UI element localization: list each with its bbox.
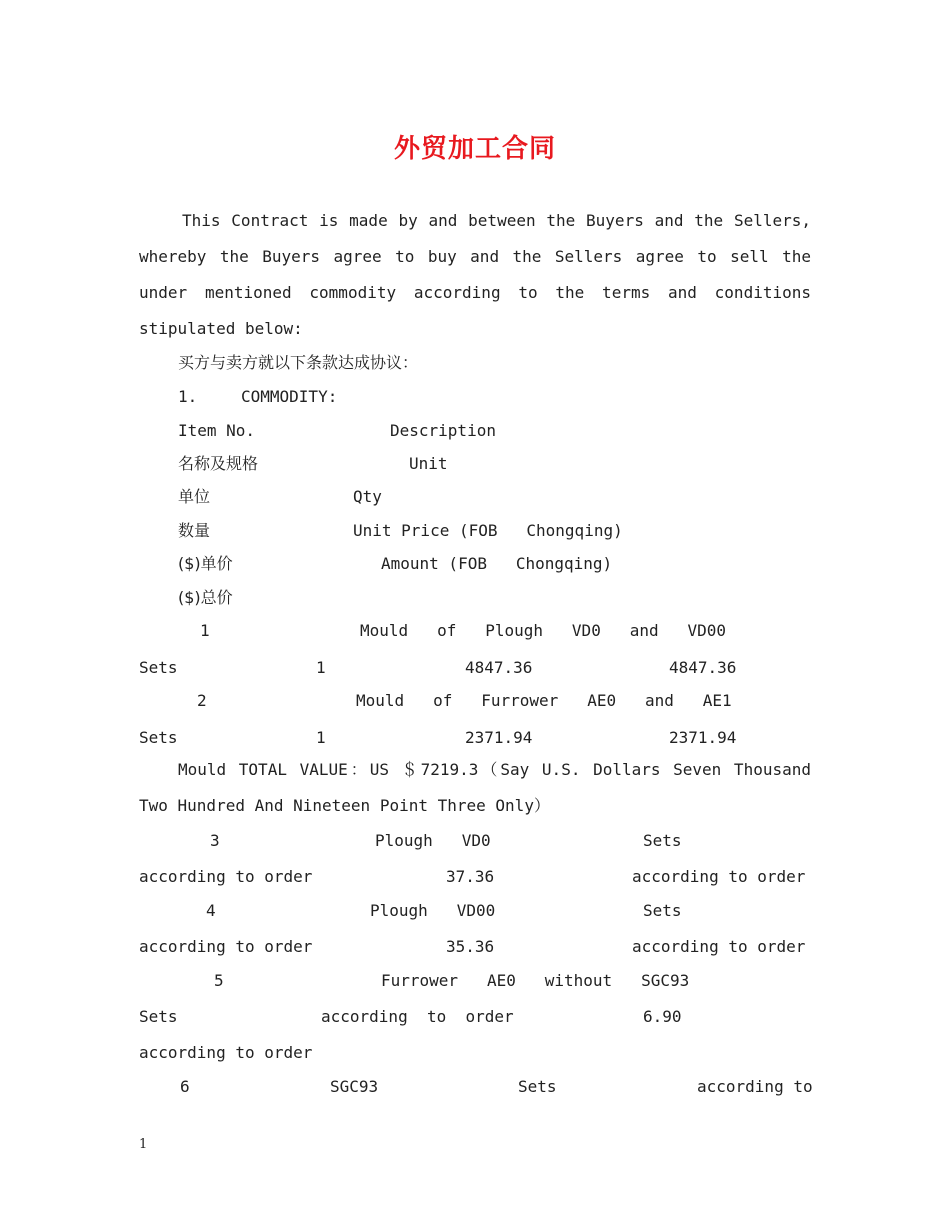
row5-amount: according to order (139, 1043, 313, 1062)
row5-desc: Furrower AE0 without SGC93 (381, 971, 690, 990)
row2-desc: Mould of Furrower AE0 and AE1 (356, 691, 732, 710)
row4-qty: according to order (139, 937, 313, 956)
row6-qty: according to (697, 1077, 813, 1096)
row4-desc: Plough VD00 (370, 901, 496, 920)
row4-unit: Sets (643, 901, 682, 920)
total-value: Mould TOTAL VALUE：US ＄7219.3（Say U.S. Dollars Seven Thousand Two Hundred And Nineteen Point Three Only） (139, 760, 811, 815)
row2-no: 2 (197, 691, 207, 710)
document-title: 外贸加工合同 (393, 134, 556, 164)
row3-unit: Sets (643, 831, 682, 850)
row5-price: 6.90 (643, 1007, 682, 1026)
row2-qty: 1 (316, 728, 326, 747)
row5-no: 5 (214, 971, 224, 990)
row6-no: 6 (180, 1077, 190, 1096)
header-unit-price-cn: ($)单价 (178, 554, 233, 573)
row1-no: 1 (200, 621, 210, 640)
intro-paragraph: This Contract is made by and between the Buyers and the Sellers, whereby the Buyers agree to buy and the Sellers agree to sell the under mentioned commodity according to the terms and conditions stipulated below: (139, 211, 811, 338)
row4-amount: according to order (632, 937, 806, 956)
row1-desc: Mould of Plough VD0 and VD00 (360, 621, 727, 640)
row4-price: 35.36 (446, 937, 495, 956)
header-qty: Qty (353, 487, 382, 506)
row1-price: 4847.36 (465, 658, 533, 677)
header-qty-cn: 数量 (178, 521, 211, 540)
row5-qty: according to order (321, 1007, 514, 1026)
header-unit-cn: 单位 (178, 487, 211, 506)
row6-desc: SGC93 (330, 1077, 379, 1096)
header-description: Description (390, 421, 496, 440)
header-amount-cn: ($)总价 (178, 588, 233, 607)
header-amount: Amount (FOB Chongqing) (381, 554, 613, 573)
row4-no: 4 (206, 901, 216, 920)
header-unit: Unit (409, 454, 448, 473)
row2-amount: 2371.94 (669, 728, 737, 747)
row1-unit: Sets (139, 658, 178, 677)
header-name-spec: 名称及规格 (178, 454, 259, 473)
header-item-no: Item No. (178, 421, 256, 440)
section-number: 1. (178, 387, 198, 406)
row5-unit: Sets (139, 1007, 178, 1026)
row3-no: 3 (210, 831, 220, 850)
header-unit-price: Unit Price (FOB Chongqing) (353, 521, 623, 540)
row1-amount: 4847.36 (669, 658, 737, 677)
row3-qty: according to order (139, 867, 313, 886)
intro-chinese: 买方与卖方就以下条款达成协议： (178, 353, 419, 372)
row6-unit: Sets (518, 1077, 557, 1096)
row3-amount: according to order (632, 867, 806, 886)
row2-price: 2371.94 (465, 728, 533, 747)
row3-desc: Plough VD0 (375, 831, 491, 850)
row3-price: 37.36 (446, 867, 495, 886)
row2-unit: Sets (139, 728, 178, 747)
page-number: 1 (139, 1137, 148, 1152)
section-label: COMMODITY: (241, 387, 338, 406)
row1-qty: 1 (316, 658, 326, 677)
